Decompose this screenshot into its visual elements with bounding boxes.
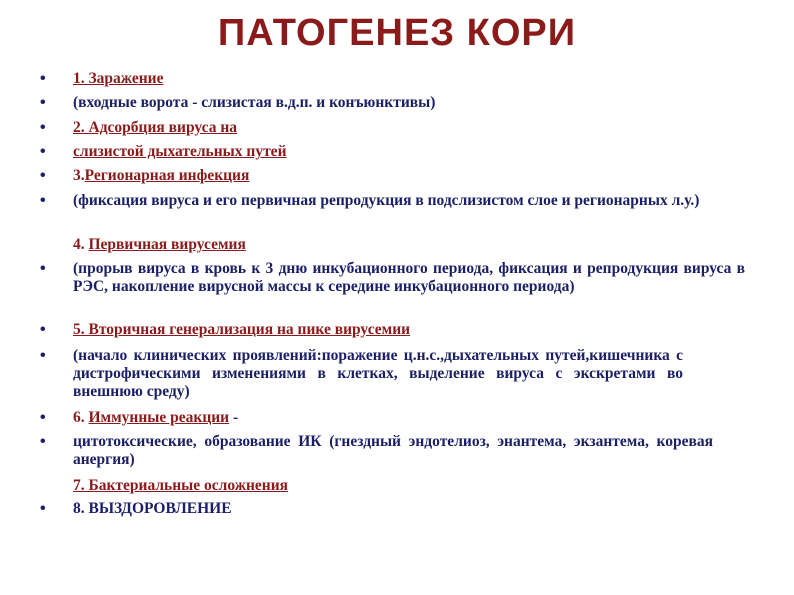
item-text: Регионарная инфекция — [84, 167, 250, 184]
bullet: • — [40, 167, 46, 184]
bullet: • — [40, 119, 46, 136]
item-text: цитотоксические, образование ИК (гнездный эндотелиоз, энантема, экзантема, коревая анергия) — [73, 433, 713, 468]
bullet: • — [40, 433, 46, 450]
item-text: 1. Заражение — [73, 70, 164, 87]
item-text: 8. ВЫЗДОРОВЛЕНИЕ — [73, 500, 232, 517]
item-prefix: 6. — [73, 409, 89, 426]
item-text: Иммунные реакции — [88, 409, 230, 426]
bullet: • — [40, 500, 46, 517]
bullet: • — [40, 347, 46, 364]
item-text: 7. Бактериальные осложнения — [73, 477, 289, 494]
item-text: (начало клинических проявлений:поражение ц.н.с.,дыхательных путей,кишечника с дистрофическими изменениями в клетках, выделение вируса с экскретами во внешнюю среду) — [73, 347, 683, 400]
item-text: (входные ворота - слизистая в.д.п. и конъюнктивы) — [73, 94, 436, 111]
item-text: (фиксация вируса и его первичная репродукция в подслизистом слое и регионарных л.у.) — [73, 192, 700, 209]
item-suffix: - — [229, 409, 239, 426]
item-prefix: 3. — [73, 167, 85, 184]
item-text: 5. Вторичная генерализация на пике вирусемии — [73, 321, 411, 338]
bullet: • — [40, 143, 46, 160]
bullet: • — [40, 70, 46, 87]
bullet: • — [40, 321, 46, 338]
bullet: • — [40, 94, 46, 111]
item-text: Первичная вирусемия — [88, 236, 246, 253]
bullet: • — [40, 192, 46, 209]
item-text: 2. Адсорбция вируса на — [73, 119, 238, 136]
item-text: (прорыв вируса в кровь к 3 дню инкубационного периода, фиксация и репродукция вируса в РЭС, накопление вирусной массы к середине инкубационного периода) — [73, 260, 745, 295]
page-title: ПАТОГЕНЕЗ КОРИ — [217, 12, 577, 54]
item-text: слизистой дыхательных путей — [73, 143, 287, 160]
item-prefix: 4. — [73, 236, 89, 253]
bullet: • — [40, 260, 46, 277]
bullet: • — [40, 409, 46, 426]
